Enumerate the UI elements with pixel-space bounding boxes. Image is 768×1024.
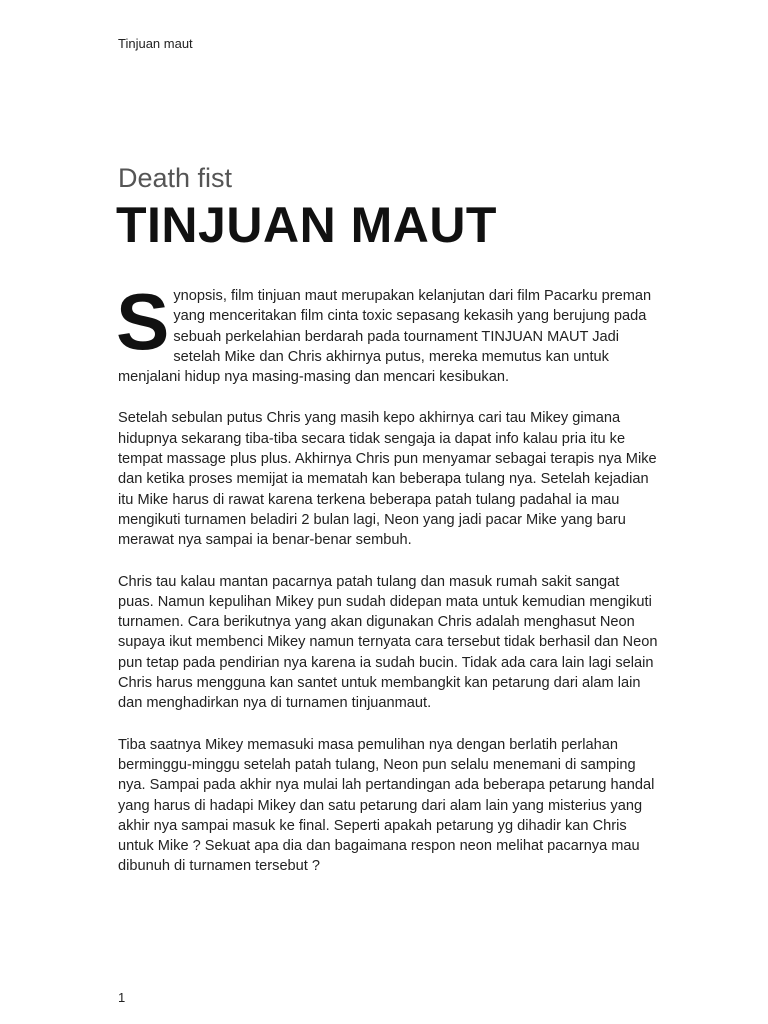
document-title: TINJUAN MAUT xyxy=(116,197,497,253)
paragraph-text: ynopsis, film tinjuan maut merupakan kelanjutan dari film Pacarku preman yang menceritakan film cinta toxic sepasang kekasih yang berujung pada sebuah perkelahian berdarah pada tournament TINJUAN MAUT Jadi setelah Mike dan Chris akhirnya putus, mereka memutus kan untuk menjalani hidup nya masing-masing dan mencari kesibukan. xyxy=(118,288,652,386)
paragraph-synopsis xyxy=(116,277,658,387)
paragraph: Setelah sebulan putus Chris yang masih kepo akhirnya cari tau Mikey gimana hidupnya sekarang tiba-tiba secara tidak sengaja ia dapat info kalau pria itu ke tempat massage plus plus. Akhirnya Chris pun menyamar sebagai terapis nya Mike dan ketika proses memijat ia mematah kan beberapa tulang nya. Setelah kejadian itu Mike harus di rawat karena terkena beberapa patah tulang padahal ia mau mengikuti turnamen beladiri 2 bulan lagi, Neon yang jadi pacar Mike yang baru merawat nya sampai ia benar-benar sembuh. xyxy=(118,410,657,549)
paragraph: Tiba saatnya Mikey memasuki masa pemulihan nya dengan berlatih perlahan berminggu-minggu setelah patah tulang, Neon pun selalu menemani di samping nya. Sampai pada akhir nya mulai lah pertandingan ada beberapa petarung handal yang harus di hadapi Mikey dan satu petarung dari alam lain yang misterius yang akhir nya sampai masuk ke final. Seperti apakah petarung yg dihadir kan Chris untuk Mike ? Sekuat apa dia dan bagaimana respon neon melihat pacarnya mau dibunuh di turnamen tersebut ? xyxy=(118,736,655,875)
running-header: Tinjuan maut xyxy=(118,36,193,51)
document-body xyxy=(116,277,658,898)
document-subtitle: Death fist xyxy=(118,163,233,193)
page-number: 1 xyxy=(118,990,126,1005)
drop-cap: S xyxy=(116,277,170,366)
paragraph: Chris tau kalau mantan pacarnya patah tulang dan masuk rumah sakit sangat puas. Namun kepulihan Mikey pun sudah didepan mata untuk kemudian mengikuti turnamen. Cara berikutnya yang akan digunakan Chris adalah menghasut Neon supaya ikut membenci Mikey namun ternyata cara tersebut tidak berhasil dan Neon pun tetap pada pendirian nya karena ia sudah bucin. Tidak ada cara lain lagi selain Chris harus mengguna kan santet untuk membangkit kan petarung dari alam lain dan menghadirkan nya di turnamen tinjuanmaut. xyxy=(118,573,658,712)
